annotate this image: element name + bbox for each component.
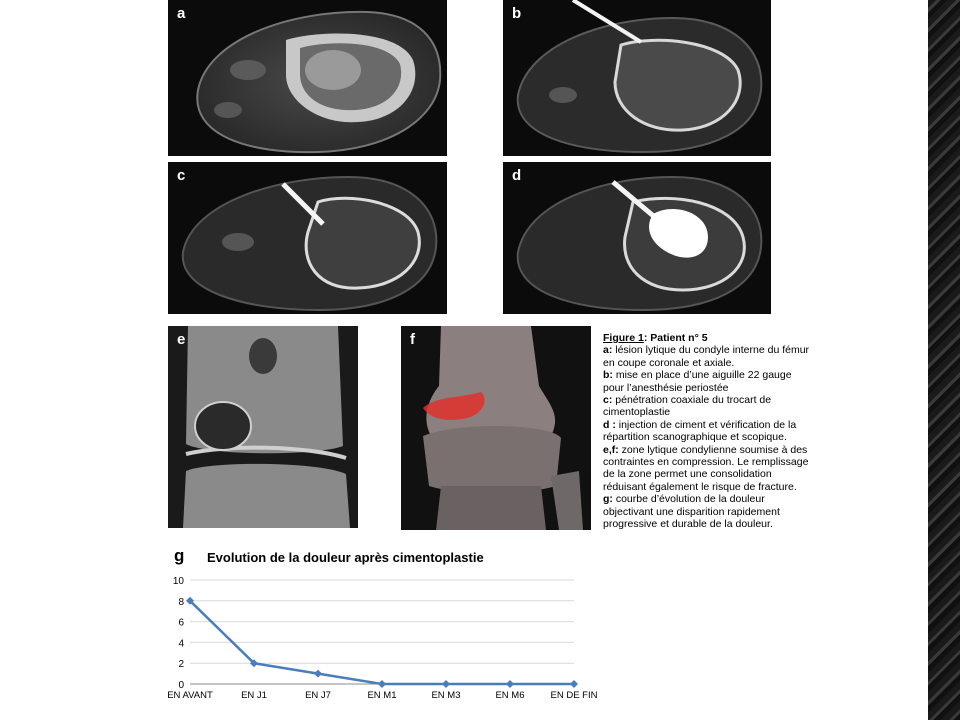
chart-x-ticks [167,690,597,701]
chart-gridlines [190,580,574,684]
x-tick-label: EN AVANT [167,690,213,701]
caption-item: c: pénétration coaxiale du trocart de cimentoplastie [603,394,772,419]
ct-image-e [168,326,358,528]
panel-label-b: b [512,5,522,22]
caption-patient: : Patient n° 5 [643,332,708,344]
caption-item: d : injection de ciment et vérification de la répartition scanographique et scopique. [603,418,797,444]
x-tick-label: EN J7 [305,690,331,701]
y-tick-label: 4 [178,638,184,650]
data-point [506,680,514,688]
y-tick-label: 6 [178,617,184,629]
ct-panel-b [503,0,771,156]
ct-image-b [503,0,771,156]
ct-image-c [168,162,447,314]
decorative-dark-border [928,0,960,720]
ct-panel-e [168,326,358,528]
x-tick-label: EN M3 [431,690,461,701]
panel-label-c: c [177,167,186,184]
panel-label-e: e [177,331,186,348]
figure-caption [603,332,813,531]
ct-image-f [401,326,591,530]
chart-title: Evolution de la douleur après cimentoplastie [207,550,484,565]
ct-image-a [168,0,447,156]
caption-item: e,f: zone lytique condylienne soumise à des contraintes en compression. Le remplissage de la zone permet une consolidation réduisant également le risque de fracture. [603,443,809,493]
data-point [314,670,322,678]
y-tick-label: 2 [178,659,184,671]
y-tick-label: 8 [178,596,184,608]
data-point [570,680,578,688]
y-tick-label: 0 [178,680,184,691]
x-tick-label: EN DE FIN [550,690,598,701]
panel-label-g: g [174,546,185,565]
x-tick-label: EN M1 [367,690,397,701]
ct-panel-f [401,326,591,530]
panel-label-a: a [177,5,186,22]
caption-title: Figure 1 [603,332,644,344]
chart-y-ticks [173,576,185,691]
caption-item: g: courbe d’évolution de la douleur objectivant une disparition rapidement progressive et durable de la douleur. [603,493,780,531]
panel-label-f: f [410,331,415,348]
caption-item: a: lésion lytique du condyle interne du fémur en coupe coronale et axiale. [603,344,810,369]
pain-chart [162,545,600,705]
x-tick-label: EN M6 [495,690,525,701]
data-point [442,680,450,688]
panel-label-d: d [512,167,522,184]
data-point [378,680,386,688]
caption-heading [603,332,813,344]
x-tick-label: EN J1 [241,690,267,701]
ct-panel-d [503,162,771,314]
ct-image-d [503,162,771,314]
y-tick-label: 10 [172,576,184,587]
ct-panel-c [168,162,447,314]
caption-item: b: mise en place d’une aiguille 22 gauge pour l’anesthésie periostée [603,369,792,394]
pain-chart-svg [162,545,600,705]
ct-panel-a [168,0,447,156]
